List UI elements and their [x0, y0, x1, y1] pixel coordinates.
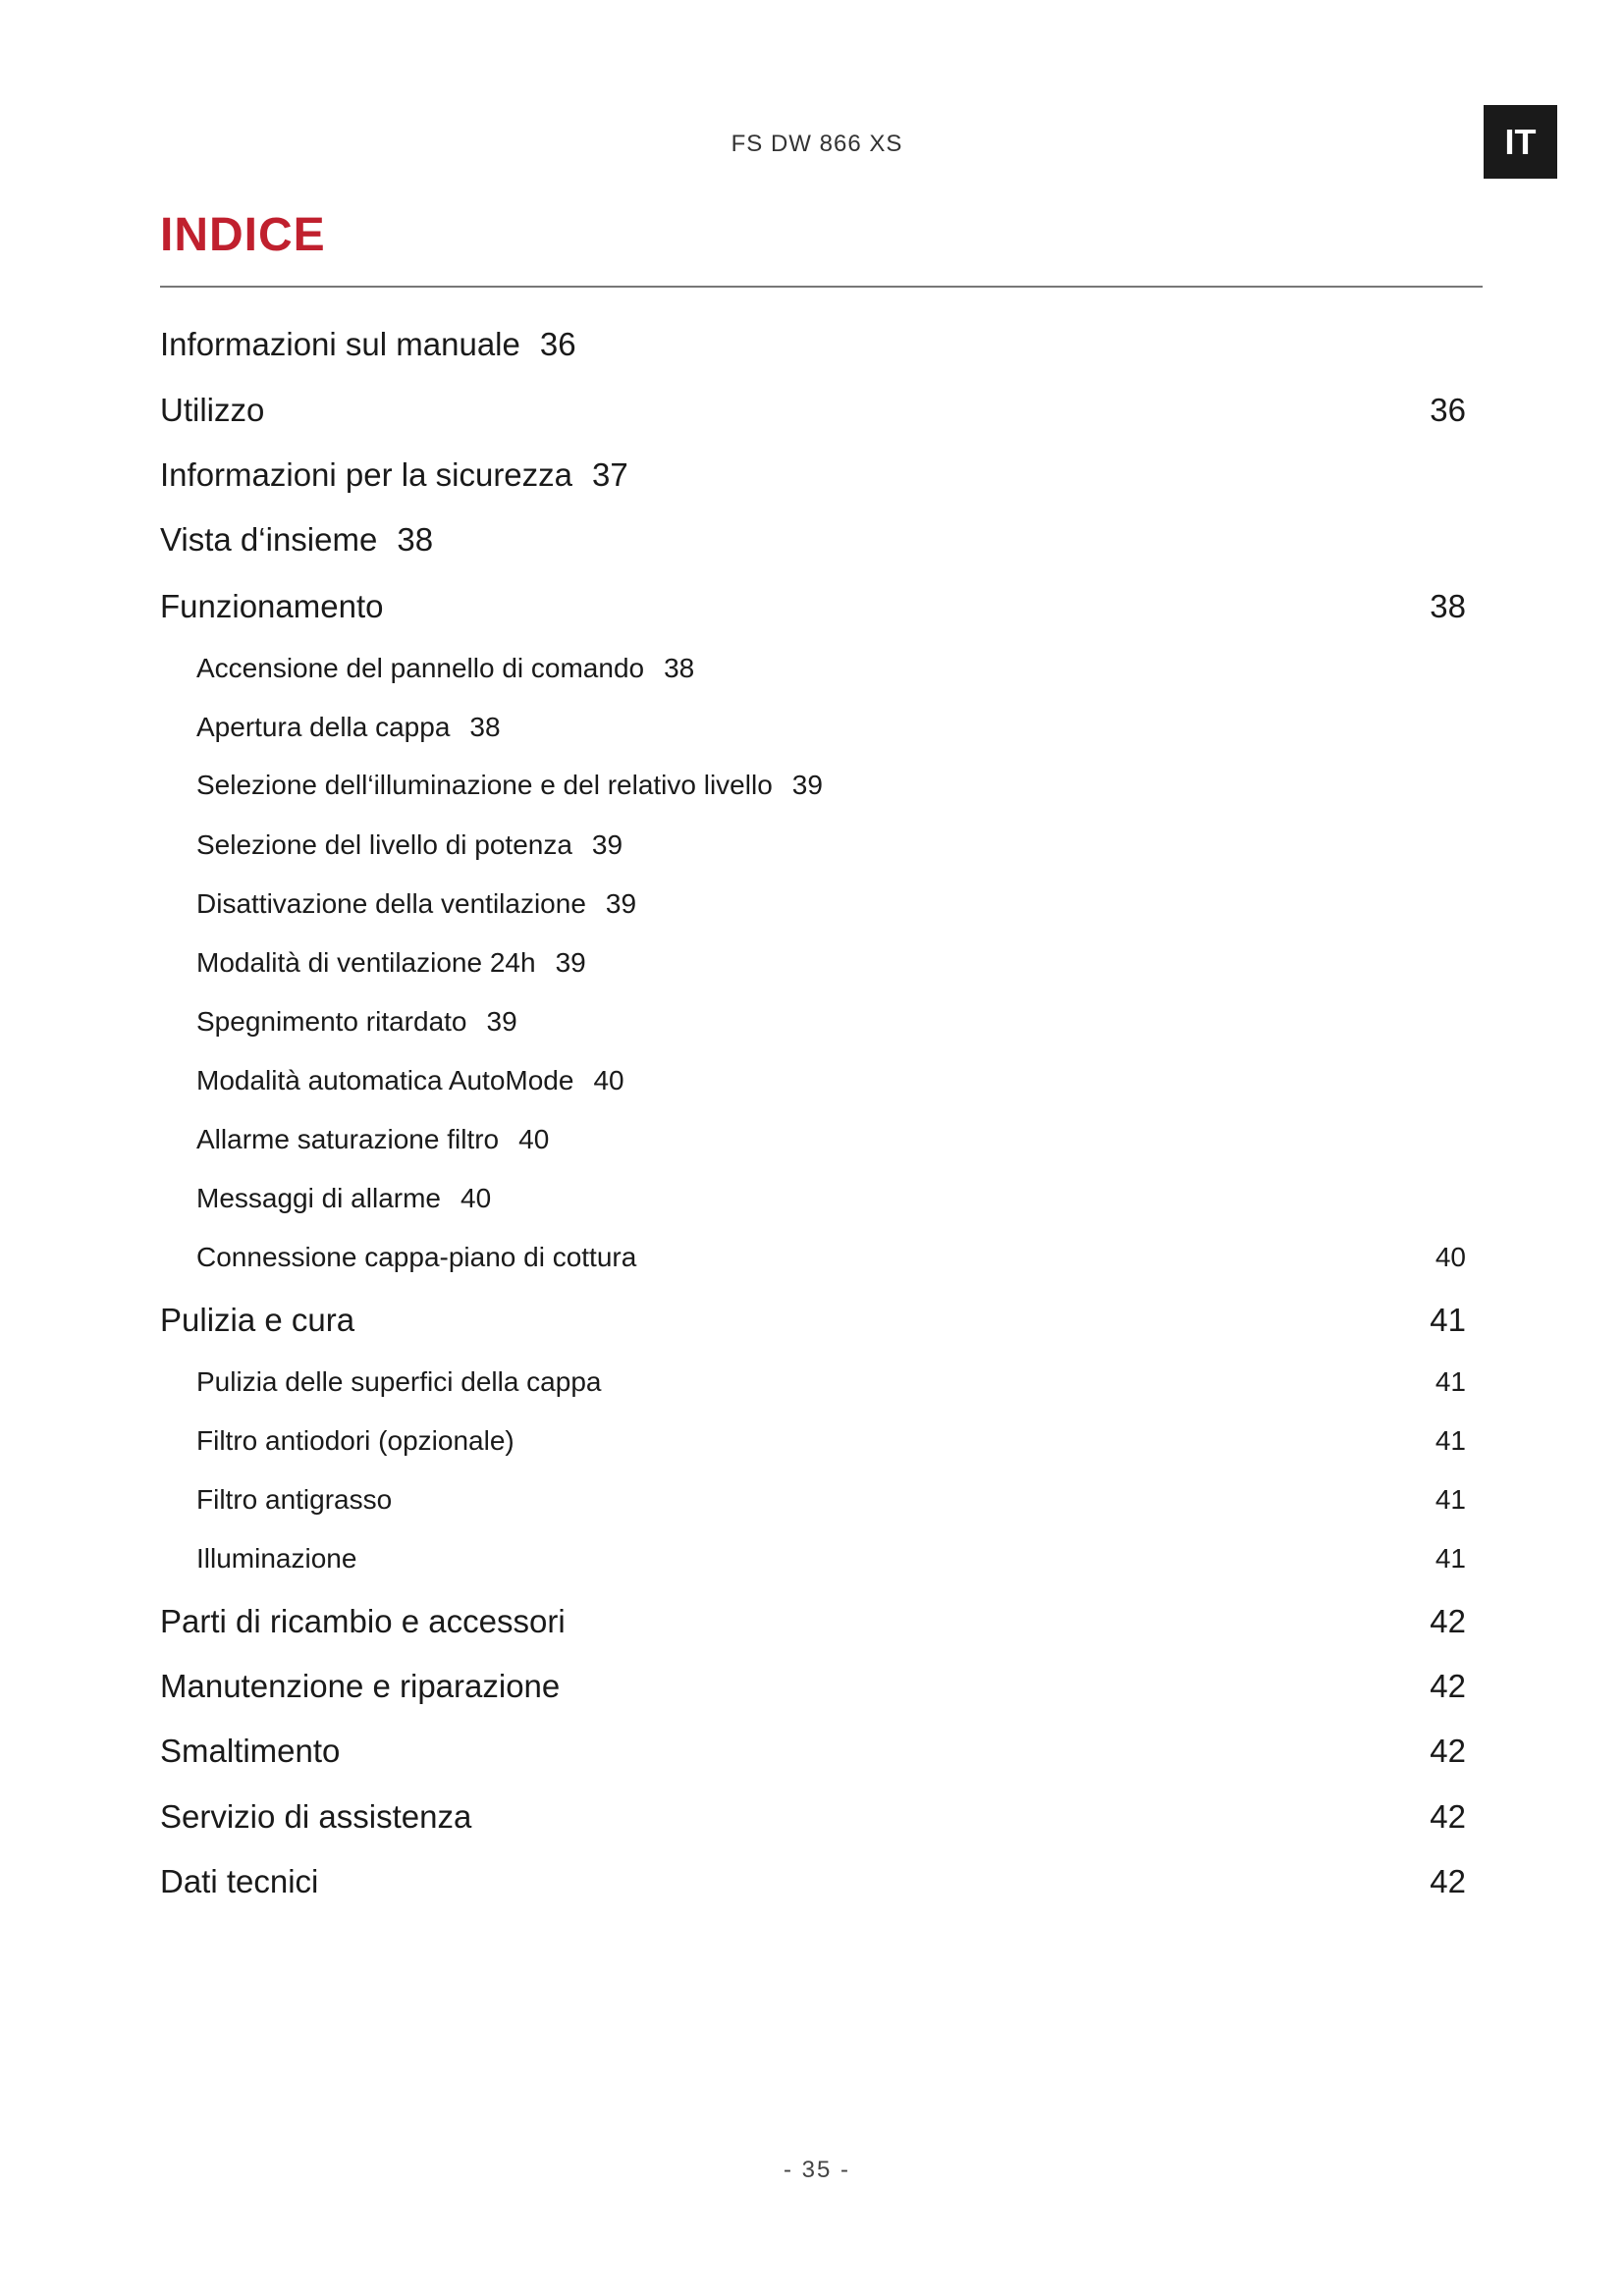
toc-subentry[interactable] — [196, 1183, 1466, 1232]
toc-entry-label: Accensione del pannello di comando — [196, 653, 645, 683]
toc-subentry[interactable] — [196, 1366, 1466, 1415]
toc-entry-label: Selezione dell‘illuminazione e del relativo livello — [196, 770, 773, 800]
toc-entry-page: 40 — [518, 1124, 550, 1154]
toc-entry-label: Funzionamento — [160, 588, 384, 624]
toc-entry[interactable] — [160, 1302, 1466, 1351]
toc-entry-label: Filtro antigrasso — [196, 1484, 393, 1515]
toc-entry-page: 40 — [1435, 1242, 1466, 1272]
toc-entry-page: 41 — [1435, 1366, 1466, 1397]
toc-entry[interactable] — [160, 1733, 1466, 1782]
toc-entry-page: 39 — [555, 947, 586, 978]
toc-subentry[interactable] — [196, 1006, 1466, 1055]
toc-entry-page: 36 — [539, 326, 576, 362]
toc-subentry[interactable] — [196, 1484, 1466, 1533]
toc-entry-page: 42 — [1430, 1733, 1466, 1769]
toc-entry-label: Illuminazione — [196, 1543, 357, 1574]
toc-subentry[interactable] — [196, 947, 1466, 996]
toc-entry-label: Manutenzione e riparazione — [160, 1668, 561, 1704]
header-model: FS DW 866 XS — [731, 131, 903, 157]
toc-entry-label: Apertura della cappa — [196, 712, 451, 742]
toc-entry-label: Utilizzo — [160, 392, 265, 428]
toc-subentry[interactable] — [196, 1543, 1466, 1592]
toc-entry-label: Filtro antiodori (opzionale) — [196, 1425, 514, 1456]
toc-entry-label: Modalità automatica AutoMode — [196, 1065, 574, 1095]
toc-entry[interactable] — [160, 392, 1466, 441]
toc-entry-page: 41 — [1435, 1425, 1466, 1456]
toc-entry-label: Vista d‘insieme — [160, 521, 378, 558]
toc-subentry[interactable] — [196, 1242, 1466, 1291]
toc-entry-page: 42 — [1430, 1668, 1466, 1704]
toc-subentry[interactable] — [196, 653, 1466, 702]
toc-entry[interactable] — [160, 326, 1466, 375]
toc-entry[interactable] — [160, 1603, 1466, 1652]
toc-entry-page: 40 — [460, 1183, 492, 1213]
toc-entry-page: 42 — [1430, 1603, 1466, 1639]
toc-entry-label: Modalità di ventilazione 24h — [196, 947, 536, 978]
toc-entry-label: Spegnimento ritardato — [196, 1006, 467, 1037]
toc-entry-page: 39 — [591, 829, 623, 860]
page-number: - 35 - — [783, 2157, 850, 2183]
toc-entry[interactable] — [160, 521, 1466, 570]
toc-entry-page: 39 — [486, 1006, 517, 1037]
toc-subentry[interactable] — [196, 888, 1466, 937]
toc-entry-page: 42 — [1430, 1798, 1466, 1835]
toc-entry-page: 39 — [791, 770, 823, 800]
toc-entry-page: 41 — [1435, 1543, 1466, 1574]
toc-subentry[interactable] — [196, 829, 1466, 879]
toc-entry-label: Allarme saturazione filtro — [196, 1124, 500, 1154]
toc-entry[interactable] — [160, 1863, 1466, 1912]
toc-entry-label: Smaltimento — [160, 1733, 341, 1769]
toc-entry-page: 37 — [592, 456, 628, 493]
toc-entry-label: Servizio di assistenza — [160, 1798, 472, 1835]
toc-entry-label: Connessione cappa-piano di cottura — [196, 1242, 637, 1272]
toc-entry[interactable] — [160, 1798, 1466, 1847]
toc-entry-page: 40 — [593, 1065, 624, 1095]
toc-entry-label: Messaggi di allarme — [196, 1183, 441, 1213]
toc-entry-page: 41 — [1435, 1484, 1466, 1515]
toc-subentry[interactable] — [196, 712, 1466, 761]
toc-entry-page: 42 — [1430, 1863, 1466, 1899]
toc-entry-page: 39 — [605, 888, 637, 919]
toc-entry-label: Informazioni sul manuale — [160, 326, 520, 362]
toc-subentry[interactable] — [196, 770, 1466, 819]
toc-entry-label: Disattivazione della ventilazione — [196, 888, 586, 919]
toc-entry-label: Informazioni per la sicurezza — [160, 456, 573, 493]
toc-subentry[interactable] — [196, 1065, 1466, 1114]
toc-entry-page: 38 — [397, 521, 434, 558]
toc-entry-label: Dati tecnici — [160, 1863, 319, 1899]
toc-entry[interactable] — [160, 456, 1466, 506]
toc-entry-page: 41 — [1430, 1302, 1466, 1338]
toc-entry[interactable] — [160, 1668, 1466, 1717]
toc-subentry[interactable] — [196, 1425, 1466, 1474]
toc-entry-label: Parti di ricambio e accessori — [160, 1603, 566, 1639]
toc-subentry[interactable] — [196, 1124, 1466, 1173]
language-badge: IT — [1484, 105, 1557, 179]
toc-entry-page: 38 — [664, 653, 695, 683]
toc-entry[interactable] — [160, 588, 1466, 637]
toc-entry-page: 36 — [1430, 392, 1466, 428]
toc-entry-label: Selezione del livello di potenza — [196, 829, 572, 860]
toc-entry-page: 38 — [1430, 588, 1466, 624]
toc-entry-label: Pulizia delle superfici della cappa — [196, 1366, 602, 1397]
toc-entry-page: 38 — [469, 712, 501, 742]
toc-entry-label: Pulizia e cura — [160, 1302, 355, 1338]
page-title: INDICE — [160, 209, 326, 261]
